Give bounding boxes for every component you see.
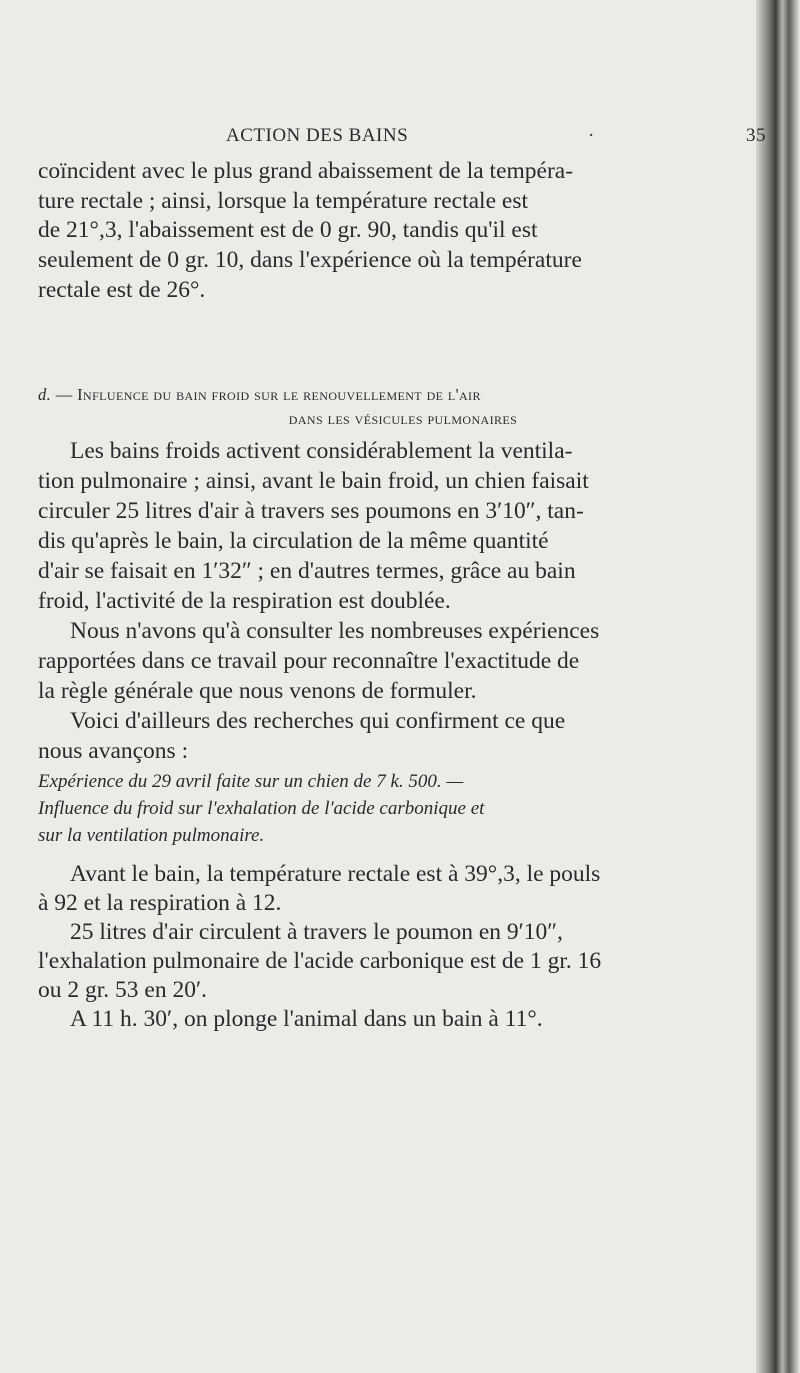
section-title-1: — Influence du bain froid sur le renouvellement de l'air bbox=[55, 385, 481, 404]
text-line: d'air se faisait en 1′32″ ; en d'autres termes, grâce au bain bbox=[38, 558, 576, 584]
body-text bbox=[38, 436, 768, 766]
paragraph-1 bbox=[38, 157, 768, 306]
text-line: Voici d'ailleurs des recherches qui confirment ce que bbox=[70, 708, 566, 734]
header-title: ACTION DES BAINS bbox=[226, 125, 409, 146]
header-separator: · bbox=[588, 125, 595, 146]
page-number: 35 bbox=[746, 125, 766, 146]
running-header bbox=[226, 125, 766, 149]
text-line: de 21°,3, l'abaissement est de 0 gr. 90, tandis qu'il est bbox=[38, 217, 538, 244]
text-line: à 92 et la respiration à 12. bbox=[38, 890, 282, 916]
paragraph-2 bbox=[38, 436, 768, 616]
text-line: Nous n'avons qu'à consulter les nombreuses expériences bbox=[70, 618, 600, 644]
text-line: A 11 h. 30′, on plonge l'animal dans un bain à 11°. bbox=[70, 1006, 543, 1032]
text-line: nous avançons : bbox=[38, 738, 189, 764]
text-line: froid, l'activité de la respiration est doublée. bbox=[38, 588, 451, 614]
text-line: tion pulmonaire ; ainsi, avant le bain froid, un chien faisait bbox=[38, 468, 589, 494]
section-heading bbox=[38, 383, 768, 431]
paragraph-7 bbox=[38, 1005, 768, 1034]
text-line: Avant le bain, la température rectale est à 39°,3, le pouls bbox=[70, 861, 601, 887]
text-line: ou 2 gr. 53 en 20′. bbox=[38, 977, 207, 1003]
experiment-caption bbox=[38, 768, 768, 849]
text-line: dis qu'après le bain, la circulation de la même quantité bbox=[38, 528, 549, 554]
text-line: Les bains froids activent considérablement la ventila- bbox=[70, 438, 573, 464]
text-line: sur la ventilation pulmonaire. bbox=[38, 825, 265, 846]
text-line: rectale est de 26°. bbox=[38, 276, 206, 303]
text-line: rapportées dans ce travail pour reconnaître l'exactitude de bbox=[38, 648, 580, 674]
paragraph-4 bbox=[38, 706, 768, 766]
text-line: Expérience du 29 avril faite sur un chien de 7 k. 500. — bbox=[38, 771, 464, 792]
section-heading-line-1 bbox=[38, 383, 768, 407]
section-title-2: dans les vésicules pulmonaires bbox=[288, 409, 518, 428]
section-letter: d. bbox=[38, 385, 52, 404]
paragraph-3 bbox=[38, 616, 768, 706]
text-line: Influence du froid sur l'exhalation de l'acide carbonique et bbox=[38, 798, 485, 819]
paragraph-6 bbox=[38, 918, 768, 1005]
paragraph-5 bbox=[38, 860, 768, 918]
text-line: circuler 25 litres d'air à travers ses poumons en 3′10″, tan- bbox=[38, 498, 584, 524]
text-line: la règle générale que nous venons de formuler. bbox=[38, 678, 477, 704]
experiment-body bbox=[38, 860, 768, 1034]
text-line: ture rectale ; ainsi, lorsque la température rectale est bbox=[38, 187, 528, 214]
text-line: 25 litres d'air circulent à travers le poumon en 9′10″, bbox=[70, 919, 563, 945]
text-line: l'exhalation pulmonaire de l'acide carbonique est de 1 gr. 16 bbox=[38, 948, 602, 974]
text-line: coïncident avec le plus grand abaissement de la tempéra- bbox=[38, 158, 574, 184]
text-line: seulement de 0 gr. 10, dans l'expérience où la température bbox=[38, 247, 582, 274]
